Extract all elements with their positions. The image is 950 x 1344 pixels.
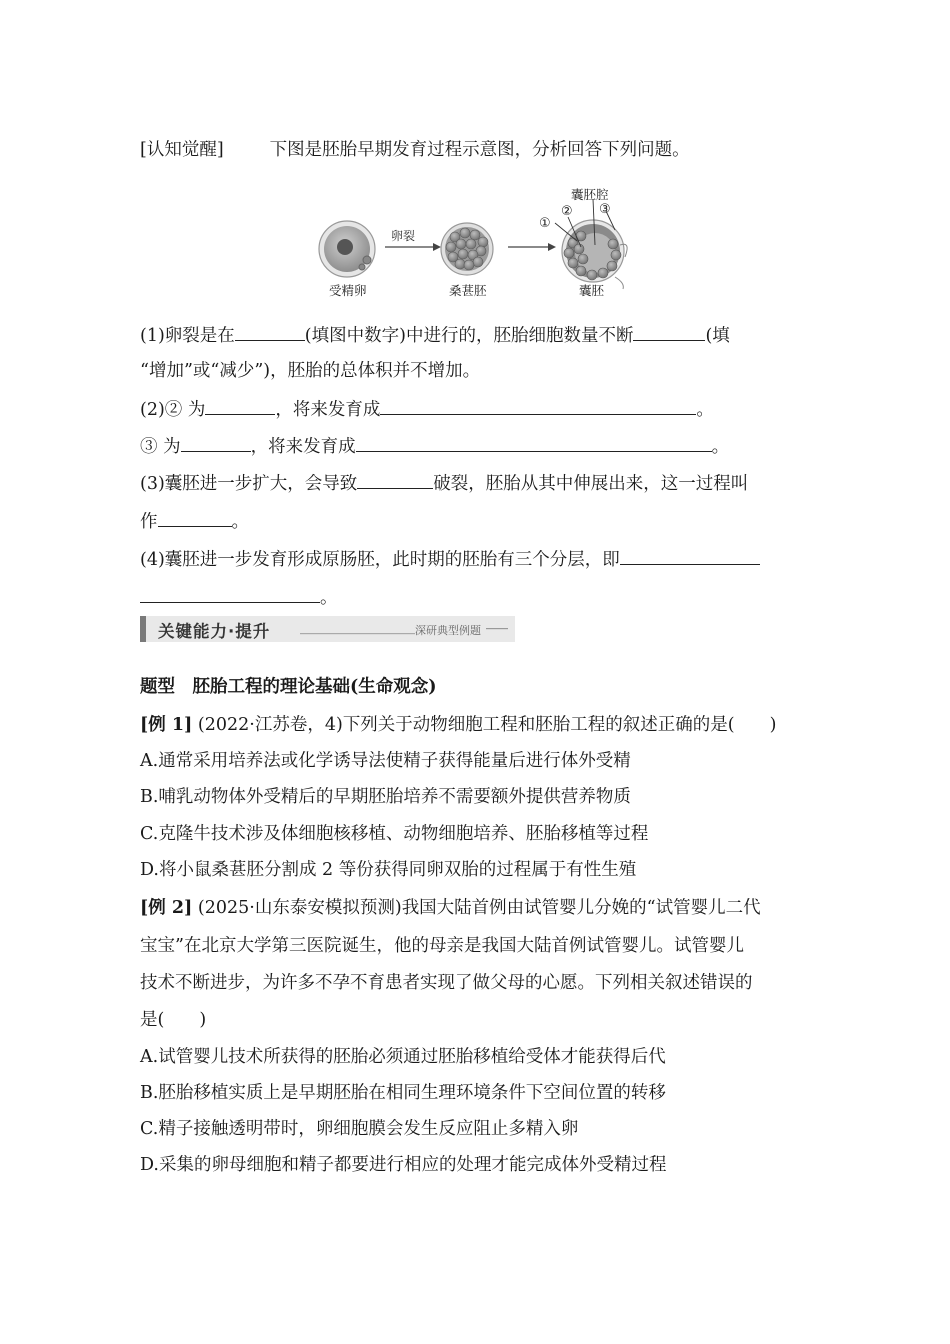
q2-line-1 (140, 396, 714, 422)
q1-blank-2[interactable] (633, 322, 705, 341)
q4-blank-1[interactable] (620, 546, 760, 565)
q4-text-b: 。 (320, 588, 338, 608)
q4-line-1 (140, 546, 760, 572)
q1-text-d: “增加”或“减少”)，胚胎的总体积并不增加。 (140, 361, 481, 381)
q4-text-a: (4)囊胚进一步发育形成原肠胚，此时期的胚胎有三个分层，即 (140, 550, 620, 570)
label-morula: 桑葚胚 (449, 283, 487, 298)
q2-blank-2[interactable] (380, 396, 696, 415)
example2-stem-text-1: 我国大陆首例由试管婴儿分娩的“试管婴儿二代 (401, 898, 761, 918)
q2-text-e: ，将来发育成 (250, 437, 356, 457)
example2-option-d[interactable]: D.采集的卵母细胞和精子都要进行相应的处理才能完成体外受精过程 (140, 1155, 667, 1175)
label-blastocyst: 囊胚 (579, 283, 605, 298)
example1-stem (140, 713, 776, 737)
example1-option-c[interactable]: C.克隆牛技术涉及体细胞核移植、动物细胞培养、胚胎移植等过程 (140, 824, 649, 844)
example2-option-a[interactable]: A.试管婴儿技术所获得的胚胎必须通过胚胎移植给受体才能获得后代 (140, 1047, 666, 1067)
embryo-diagram (315, 185, 635, 300)
q1-line-2 (140, 359, 480, 383)
intro-text: 下图是胚胎早期发育过程示意图，分析回答下列问题。 (269, 140, 690, 160)
q2-text-c: 。 (696, 400, 714, 420)
q2-text-a: (2)② 为 (140, 400, 206, 420)
q4-line-2 (140, 584, 338, 610)
q1-text-a: (1)卵裂是在 (140, 326, 235, 346)
section-subtitle: 深研典型例题 (415, 624, 481, 637)
example2-stem-line-1 (140, 896, 761, 920)
intro-label: [认知觉醒] (140, 140, 224, 160)
q2-line-2 (140, 433, 729, 459)
q3-text-d: 。 (231, 512, 249, 532)
example2-stem-line-4: 是( ) (140, 1010, 207, 1030)
example1-tag: [例 1] (140, 715, 193, 735)
example2-option-c[interactable]: C.精子接触透明带时，卵细胞膜会发生反应阻止多精入卵 (140, 1119, 579, 1139)
q2-blank-1[interactable] (205, 396, 275, 415)
label-num3: ③ (599, 202, 611, 217)
morula-drawing (441, 223, 493, 275)
example1-option-a[interactable]: A.通常采用培养法或化学诱导法使精子获得能量后进行体外受精 (140, 751, 631, 771)
example2-option-b[interactable]: B.胚胎移植实质上是早期胚胎在相同生理环境条件下空间位置的转移 (140, 1083, 666, 1103)
label-cleavage: 卵裂 (391, 229, 416, 243)
example2-tag: [例 2] (140, 898, 193, 918)
q2-blank-3[interactable] (181, 433, 251, 452)
q3-line-1 (140, 470, 748, 496)
label-num1: ① (539, 216, 551, 231)
section-title: 关键能力·提升 (158, 622, 271, 641)
example2-stem-line-3: 技术不断进步，为许多不孕不育患者实现了做父母的心愿。下列相关叙述错误的 (140, 973, 753, 993)
label-fertilized-egg: 受精卵 (329, 283, 367, 298)
example1-source: (2022·江苏卷，4) (197, 715, 343, 735)
label-blastocoel: 囊胚腔 (571, 187, 609, 202)
example2-source: (2025·山东泰安模拟预测) (197, 898, 402, 918)
intro-line (140, 138, 690, 162)
q1-text-c: (填 (705, 326, 730, 346)
example2-stem-line-2: 宝宝”在北京大学第三医院诞生，他的母亲是我国大陆首例试管婴儿。试管婴儿 (140, 936, 744, 956)
q3-text-a: (3)囊胚进一步扩大，会导致 (140, 474, 358, 494)
q4-blank-2[interactable] (140, 584, 320, 603)
q2-blank-4[interactable] (356, 433, 712, 452)
example1-option-b[interactable]: B.哺乳动物体外受精后的早期胚胎培养不需要额外提供营养物质 (140, 787, 631, 807)
q3-blank-1[interactable] (357, 470, 433, 489)
q2-text-d: ③ 为 (140, 437, 181, 457)
q1-text-b: (填图中数字)中进行的，胚胎细胞数量不断 (304, 326, 634, 346)
q2-text-b: ，将来发育成 (275, 400, 381, 420)
q2-text-f: 。 (711, 437, 730, 457)
example1-option-d[interactable]: D.将小鼠桑葚胚分割成 2 等份获得同卵双胎的过程属于有性生殖 (140, 860, 637, 880)
fertilized-egg-drawing (319, 221, 375, 277)
q1-line-1 (140, 322, 730, 348)
example1-stem-text: 下列关于动物细胞工程和胚胎工程的叙述正确的是( ) (342, 715, 777, 735)
section-header (140, 616, 515, 642)
arrow-2-head (548, 243, 556, 251)
q3-line-2 (140, 508, 249, 534)
label-num2: ② (561, 204, 573, 219)
q3-text-c: 作 (140, 512, 158, 532)
arrow-1-head (433, 243, 441, 251)
topic-heading: 题型 胚胎工程的理论基础(生命观念) (140, 677, 437, 697)
q3-blank-2[interactable] (158, 508, 232, 527)
q3-text-b: 破裂，胚胎从其中伸展出来，这一过程叫 (433, 474, 749, 494)
q1-blank-1[interactable] (235, 322, 305, 341)
embryo-development-figure (315, 185, 635, 300)
